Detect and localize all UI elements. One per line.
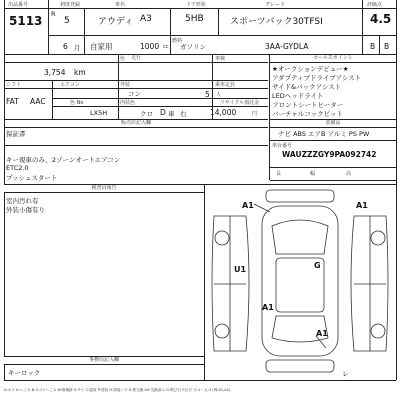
aircon: AAC bbox=[30, 97, 46, 106]
use: 自家用 bbox=[90, 42, 113, 51]
chassis-label: 車台番号 bbox=[272, 143, 293, 149]
damage-mark-a1-front: A1 bbox=[242, 201, 254, 210]
recycle-sub: 車 bbox=[168, 110, 175, 118]
note-3: プッシュスタート bbox=[6, 174, 58, 182]
capacity-label: 乗車定員 bbox=[215, 82, 236, 88]
interior-color-label: 内装色 bbox=[120, 100, 136, 106]
model: A3 bbox=[140, 14, 152, 24]
damage-legend: A:キズ U:へこみ B:キズ+へこみ W:修理跡 S:サビ C:腐食 P:塗装 H:塗装ハゲ X:要交換 XX:交換済み G:飛び石 Y:ひび 小:1～大:3 (例:A1,A2) bbox=[4, 388, 231, 392]
era: R bbox=[51, 10, 56, 18]
grade: スポーツバック30TFSI bbox=[230, 17, 323, 27]
color-no-label: 色 No bbox=[70, 100, 84, 106]
vin: WAUZZZGY9PA092742 bbox=[282, 150, 377, 159]
score: 4.5 bbox=[370, 12, 392, 26]
steering: 右 bbox=[180, 110, 187, 118]
wheel-rear-left bbox=[215, 324, 229, 338]
vin-height: 高 bbox=[346, 171, 352, 177]
fuel: ガソリン bbox=[180, 43, 206, 51]
shop-heading: 事務局記入欄 bbox=[88, 357, 119, 363]
mileage-unit: km bbox=[74, 68, 86, 77]
wheel-front-right bbox=[371, 231, 385, 245]
point-6: バーチャルコックピット bbox=[272, 110, 343, 118]
shift-label: シフト bbox=[6, 82, 22, 88]
model-label: 車名 bbox=[115, 2, 126, 8]
model-code: 3AA-GYDLA bbox=[265, 42, 309, 51]
interior-grade: B bbox=[384, 42, 390, 51]
recycle-label: リサイクル預託金 bbox=[220, 100, 260, 106]
doors: 5HB bbox=[185, 14, 204, 24]
inspector-heading: 検査員報告 bbox=[91, 185, 117, 191]
wheel-rear-right bbox=[371, 324, 385, 338]
windshield bbox=[272, 220, 328, 254]
recycle-fee: 14,000 bbox=[210, 108, 237, 117]
interior-color: クロ bbox=[140, 110, 153, 118]
color: コン bbox=[128, 90, 141, 98]
inspector-note-2: 外装小傷有り bbox=[6, 206, 45, 214]
shift: FAT bbox=[6, 97, 19, 106]
capacity: 5 bbox=[205, 90, 210, 99]
doors-label: ドア形状 bbox=[186, 2, 206, 8]
displacement-unit: cc bbox=[163, 44, 169, 50]
month: 6 bbox=[63, 42, 68, 51]
door-type: D bbox=[160, 108, 166, 117]
shop-note: キーロック bbox=[8, 369, 41, 377]
damage-mark-a1-door: A1 bbox=[262, 303, 274, 312]
grade-label: グレード bbox=[265, 2, 286, 8]
damage-mark-g: G bbox=[314, 261, 321, 270]
color-code: LX5H bbox=[90, 109, 108, 117]
capacity-unit: 人 bbox=[216, 92, 222, 98]
car-damage-diagram bbox=[206, 186, 394, 380]
year: 5 bbox=[64, 16, 70, 26]
brand-mark: レ bbox=[342, 370, 349, 378]
exterior-color-label: 外装 bbox=[120, 82, 131, 88]
wheel-front-left bbox=[215, 231, 229, 245]
exterior-grade: B bbox=[370, 42, 376, 51]
sale-notes-heading: 販売店記入欄 bbox=[120, 120, 151, 126]
fuel-label: 燃料 bbox=[172, 38, 183, 44]
warranty: 保証書 bbox=[6, 130, 26, 138]
mileage-label: 走行 bbox=[130, 55, 141, 61]
make: アウディ bbox=[98, 17, 134, 27]
inspection-label: 車検 bbox=[215, 56, 226, 62]
front-bumper bbox=[266, 190, 334, 202]
inspector-note-1: 室内汚れ有 bbox=[6, 197, 39, 205]
damage-mark-a1-rear: A1 bbox=[316, 329, 328, 338]
point-1: ★オークションデビュー★ bbox=[272, 65, 349, 73]
right-side-view bbox=[351, 216, 388, 351]
score-label: 評価点 bbox=[367, 2, 383, 8]
seller-points-heading: セールスポイント bbox=[313, 55, 353, 61]
lot-number-label: 出品番号 bbox=[8, 2, 29, 8]
point-2: アダプティブドライブアシスト bbox=[272, 74, 362, 82]
color-label: 色 bbox=[120, 56, 126, 62]
vin-length: 長 bbox=[276, 171, 282, 177]
equipment-row: ナビ ABS エアB アルミ PS PW bbox=[278, 130, 370, 138]
aircon-label: エアコン bbox=[60, 82, 80, 88]
displacement: 1000 bbox=[140, 42, 160, 51]
vin-width: 幅 bbox=[310, 171, 316, 177]
equipment-heading: 装備品 bbox=[325, 120, 341, 126]
left-side-view bbox=[212, 216, 249, 351]
damage-mark-a1-right: A1 bbox=[356, 201, 368, 210]
mileage: 3,754 bbox=[44, 68, 66, 77]
recycle-unit: 円 bbox=[252, 111, 258, 117]
point-5: フロントシートヒーター bbox=[272, 101, 344, 109]
point-3: サイド&バックアシスト bbox=[272, 83, 342, 91]
note-1: キー現車のみ、2ゾーンオートエアコン bbox=[6, 156, 121, 164]
lot-number: 5113 bbox=[9, 14, 43, 28]
point-4: LEDヘッドライト bbox=[272, 92, 324, 100]
damage-mark-u1: U1 bbox=[234, 265, 247, 274]
first-reg-label: 初度登録 bbox=[60, 2, 81, 8]
month-unit: 月 bbox=[74, 44, 81, 52]
rear-bumper bbox=[266, 360, 334, 372]
note-2: ETC2.0 bbox=[6, 164, 29, 172]
